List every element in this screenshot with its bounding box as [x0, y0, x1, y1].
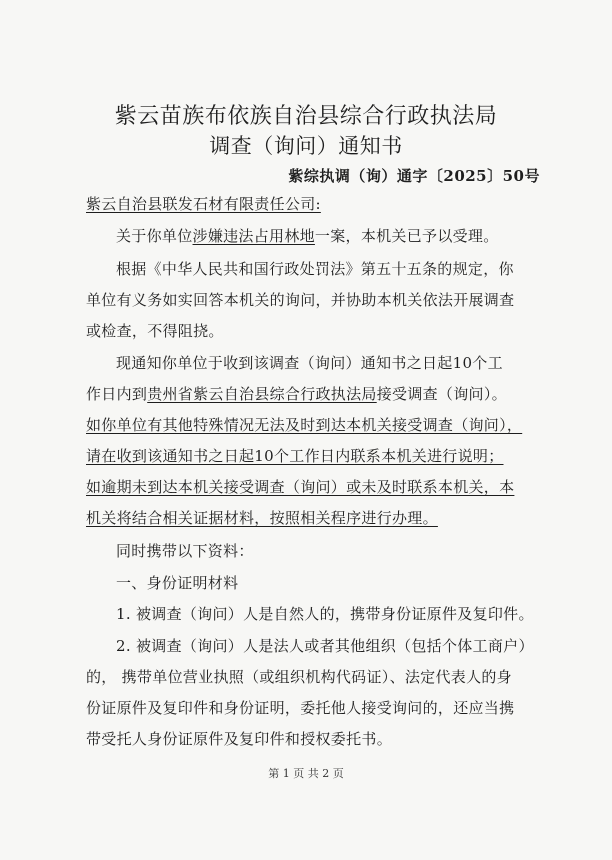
document-title-line2: 调查（询问）通知书	[209, 134, 403, 158]
paragraph-2-line: 或检查，不得阻挠。	[86, 322, 224, 340]
case-name: 涉嫌违法占用林地	[192, 227, 315, 245]
paragraph-3-line	[86, 383, 507, 404]
paragraph-3-line: 机关将结合相关证据材料，按照相关程序进行办理。	[86, 509, 438, 527]
list-item-2-line: 2. 被调查（询问）人是法人或者其他组织（包括个体工商户）	[116, 637, 534, 655]
p3-text: 接受调查（询问）。	[376, 385, 507, 403]
document-title-line1: 紫云苗族布依族自治县综合行政执法局	[114, 104, 498, 129]
p3-text: 作日内到	[86, 385, 148, 403]
section-heading-1: 一、身份证明材料	[116, 574, 239, 592]
recipient: 紫云自治县联发石材有限责任公司:	[86, 195, 321, 213]
p1-text: 一案，本机关已予以受理。	[314, 227, 499, 245]
paragraph-4: 同时携带以下资料：	[116, 542, 254, 560]
paragraph-2-line: 单位有义务如实回答本机关的询问，并协助本机关依法开展调查	[86, 291, 515, 309]
paragraph-3-line: 如你单位有其他特殊情况无法及时到达本机关接受调查（询问），	[86, 416, 523, 434]
list-item-2-line: 带受托人身份证原件及复印件和授权委托书。	[86, 730, 393, 748]
list-item-2-line: 份证原件及复印件和身份证明，委托他人接受询问的，还应当携	[86, 699, 515, 717]
agency-name: 贵州省紫云自治县综合行政执法局	[147, 385, 377, 403]
document-number: 紫综执调（询）通字〔2025〕50号	[288, 167, 540, 185]
paragraph-3-line: 如逾期未到达本机关接受调查（询问）或未及时联系本机关，本	[86, 478, 515, 496]
paragraph-2-line: 根据《中华人民共和国行政处罚法》第五十五条的规定，你	[116, 260, 514, 278]
paragraph-1	[116, 225, 499, 246]
paragraph-3-line: 请在收到该通知书之日起10个工作日内联系本机关进行说明；	[86, 447, 504, 465]
p1-text: 关于你单位	[116, 227, 193, 245]
list-item-2-line: 的， 携带单位营业执照（或组织机构代码证）、法定代表人的身	[86, 668, 512, 686]
paragraph-3-line: 现通知你单位于收到该调查（询问）通知书之日起10个工	[116, 354, 503, 372]
page-number: 第 1 页 共 2 页	[268, 767, 344, 780]
list-item-1: 1. 被调查（询问）人是自然人的，携带身份证原件及复印件。	[116, 605, 534, 623]
